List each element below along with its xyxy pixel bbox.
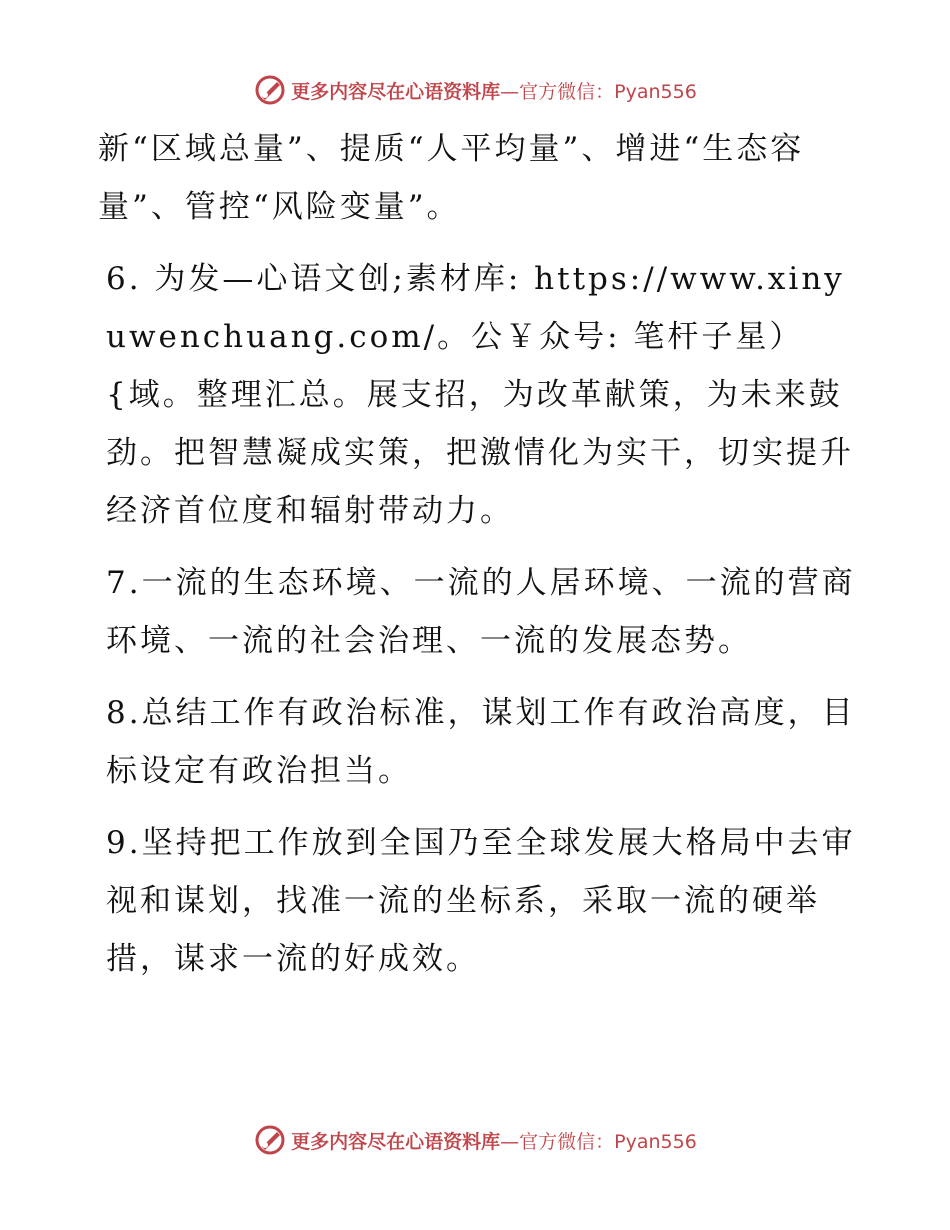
paragraph-5-continuation: 新“区域总量”、提质“人平均量”、增进“生态容量”、管控“风险变量”。: [98, 131, 805, 225]
header-watermark-banner: [0, 70, 950, 110]
brand-logo-icon: [253, 73, 287, 107]
banner-main-text: 更多内容尽在心语资料库: [291, 80, 501, 103]
paragraph-9: 9.坚持把工作放到全国乃至全球发展大格局中去审视和谋划，找准一流的坐标系，采取一流的硬举措，谋求一流的好成效。: [106, 825, 856, 977]
paragraph-7: 7.一流的生态环境、一流的人居环境、一流的营商环境、一流的社会治理、一流的发展态势。: [106, 565, 856, 659]
document-body: [98, 120, 858, 1002]
paragraph-6: 6. 为发—心语文创;素材库: https://www.xinyuwenchuang.com/。公￥众号: 笔杆子星）{域。整理汇总。展支招，为改革献策，为未来鼓劲。把智慧凝成实策，把激情化为实干，切实提升经济首位度和辐射带动力。: [106, 261, 854, 529]
brand-logo-icon: [253, 1123, 287, 1157]
banner-wechat-text: —官方微信：Pyan556: [500, 1130, 697, 1153]
banner-main-text: 更多内容尽在心语资料库: [291, 1130, 501, 1153]
footer-watermark-banner: [0, 1120, 950, 1160]
banner-wechat-text: —官方微信：Pyan556: [500, 80, 697, 103]
paragraph-8: 8.总结工作有政治标准，谋划工作有政治高度，目标设定有政治担当。: [106, 695, 856, 789]
